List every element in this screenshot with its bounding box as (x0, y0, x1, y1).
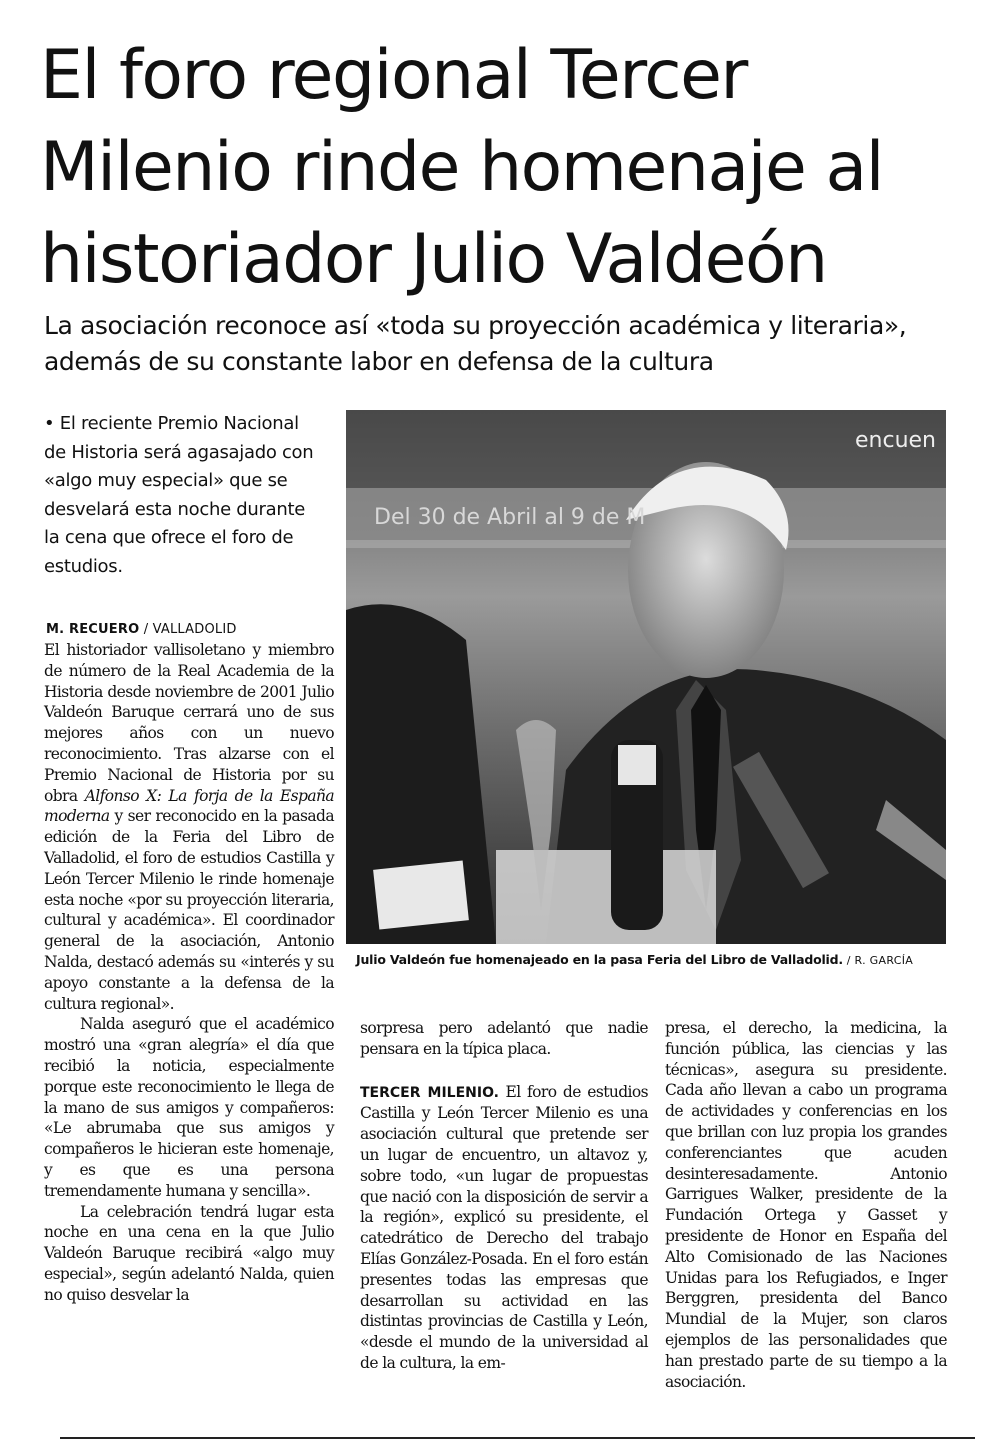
bottom-rule (60, 1437, 975, 1439)
photo-credit-separator: / (846, 954, 855, 967)
paragraph-gap (360, 1060, 648, 1082)
news-photo (346, 410, 946, 944)
article-column-3 (665, 1018, 947, 1392)
article-column-1 (44, 640, 334, 1306)
paragraph-2: Nalda aseguró que el académico mostró una «gran alegría» el día que recibió la noticia, especialmente porque este reconocimiento le llega de la mano de sus amigos y compañeros: «Le abrumaba que sus amigos y compañeros le hicieran este homenaje, y es que es una persona tremendamente humana y sencilla». (44, 1015, 334, 1200)
book-title: Alfonso X: La forja de la España moderna (44, 786, 334, 826)
paragraph-3-continued: sorpresa pero adelantó que nadie pensara en la típica placa. (360, 1019, 648, 1058)
paragraph-4-text: El foro de estudios Castilla y León Tercer Milenio es una asociación cultural que pretende ser un lugar de encuentro, un altavoz y, sobre todo, «un lugar de propuestas que nació con la disposición de servir a la región», explicó su presidente, el catedrático de Derecho del trabajo Elías González-Posada. En el foro están presentes todas las empresas que desarrollan su actividad en las distintas provincias de Castilla y León, «desde el mundo de la universidad al de la cultura, la em- (360, 1082, 648, 1372)
byline-author: M. RECUERO (46, 622, 140, 637)
photo-banner-brand: encuen (855, 428, 936, 453)
byline-location: VALLADOLID (152, 622, 237, 637)
paragraph-4 (360, 1082, 648, 1374)
photo-banner-text: Del 30 de Abril al 9 de M (374, 505, 646, 530)
byline-separator: / (143, 622, 153, 637)
headline: El foro regional Tercer Milenio rinde homenaje al historiador Julio Valdeón (40, 36, 884, 299)
photo-caption (356, 952, 956, 967)
byline (46, 622, 237, 637)
subheadline: La asociación reconoce así «toda su proyección académica y literaria», además de su constante labor en defensa de la cultura (44, 311, 907, 376)
paragraph-1-text-cont: y ser reconocido en la pasada edición de la Feria del Libro de Valladolid, el foro de estudios Castilla y León Tercer Milenio le rinde homenaje esta noche «por su proyección literaria, cultural y académica». El coordinador general de la asociación, Antonio Nalda, destacó además su «interés y su apoyo constante a la defensa de la cultura regional». (44, 807, 334, 1013)
caption-text: Julio Valdeón fue homenajeado en la pasa Feria del Libro de Valladolid. (356, 952, 843, 967)
photo-credit: R. GARCÍA (854, 954, 914, 967)
paragraph-3: La celebración tendrá lugar esta noche en una cena en la que Julio Valdeón Baruque recibirá «algo muy especial», según adelantó Nalda, quien no quiso desvelar la (44, 1202, 334, 1304)
paragraph-1-text: El historiador vallisoletano y miembro de número de la Real Academia de la Historia desde noviembre de 2001 Julio Valdeón Baruque cerrará uno de sus mejores años con un nuevo reconocimiento. Tras alzarse con el Premio Nacional de Historia por su obra (44, 641, 334, 805)
paragraph-4-continued: presa, el derecho, la medicina, la función pública, las ciencias y las técnicas», asegura su presidente. Cada año llevan a cabo un programa de actividades y conferencias en los que brillan con luz propia los grandes conferenciantes que acuden desinteresadamente. Antonio Garrigues Walker, presidente de la Fundación Ortega y Gasset y presidente de Honor en España del Alto Comisionado de las Naciones Unidas para los Refugiados, e Inger Berggren, presidenta del Banco Mundial de la Mujer, son claros ejemplos de las personalidades que han prestado parte de su tiempo a la asociación. (665, 1019, 947, 1391)
lead-text: El reciente Premio Nacional de Historia será agasajado con «algo muy especial» que se desvelará esta noche durante la cena que ofrece el foro de estudios. (44, 413, 314, 577)
photo-illustration (346, 410, 946, 944)
article-column-2 (360, 1018, 648, 1374)
paragraph-1 (44, 640, 334, 1014)
lead-summary: • El reciente Premio Nacional de Historia será agasajado con «algo muy especial» que se desvelará esta noche durante la cena que ofrece el foro de estudios. (44, 413, 314, 577)
section-label: TERCER MILENIO. (360, 1084, 499, 1101)
